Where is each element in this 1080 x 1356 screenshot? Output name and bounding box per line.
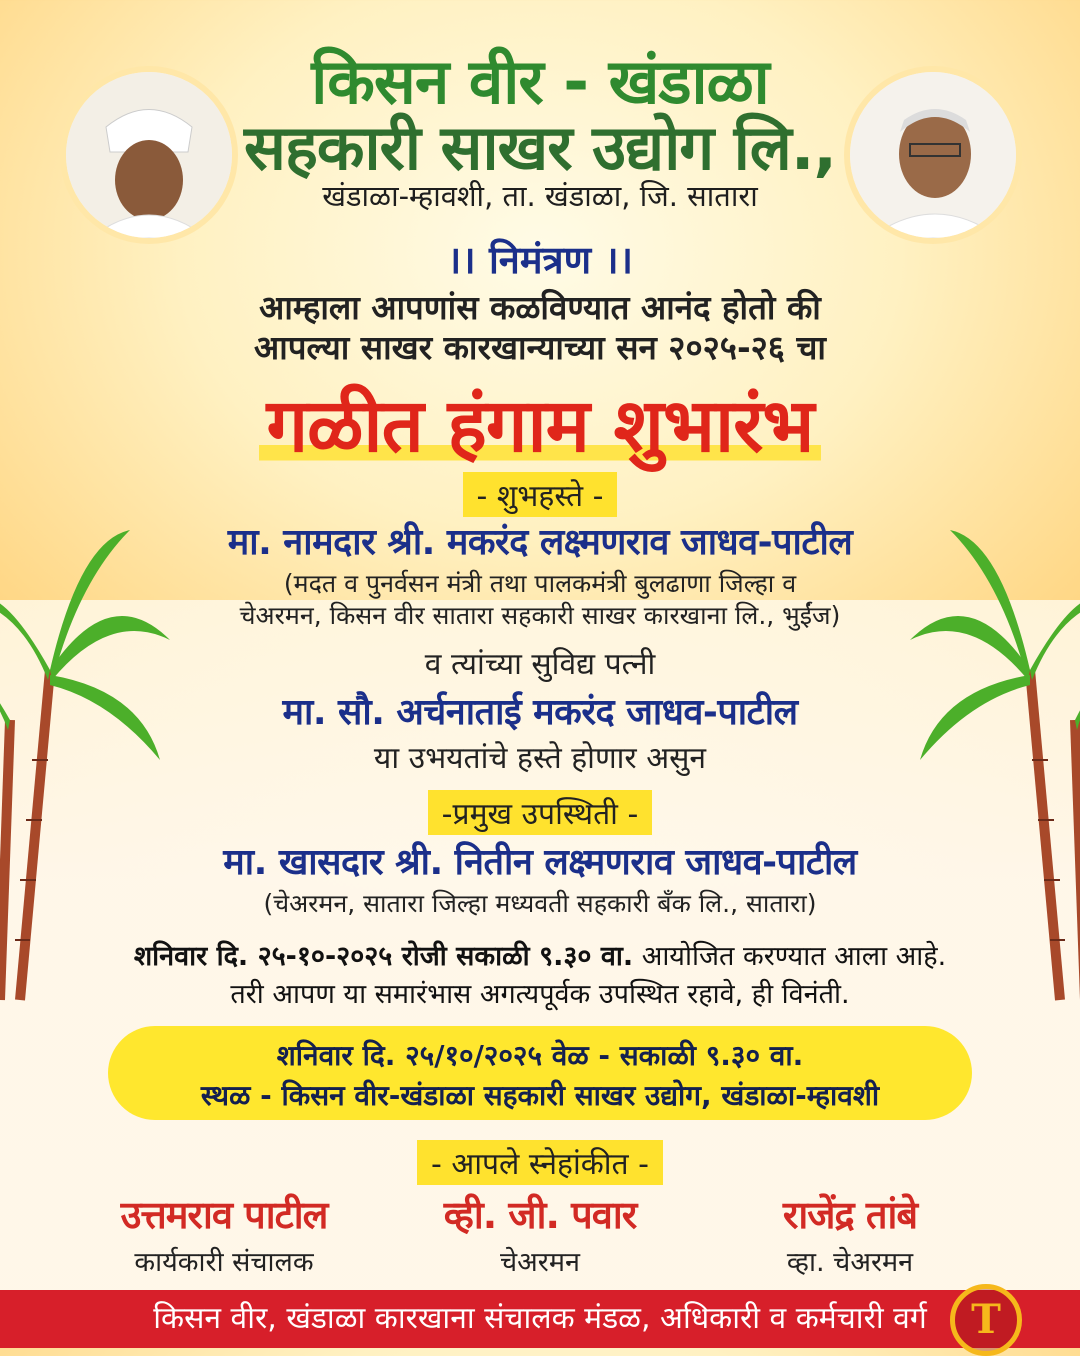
spouse-name: मा. सौ. अर्चनाताई मकरंद जाधव-पाटील [282, 692, 798, 733]
closing-text: या उभयतांचे हस्ते होणार असुन [373, 741, 707, 776]
chief-guest-name: मा. नामदार श्री. मकरंद लक्ष्मणराव जाधव-पाटील [227, 522, 853, 563]
chief-guest-tag-row [0, 472, 1080, 517]
presence-desc: (चेअरमन, सातारा जिल्हा मध्यवती सहकारी बँक लि., सातारा) [263, 889, 817, 918]
intro-line-1: आम्हाला आपणांस कळविण्यात आनंद होतो की [259, 288, 821, 327]
signatory-2 [370, 1188, 710, 1279]
footer-text: किसन वीर, खंडाळा कारखाना संचालक मंडळ, अधिकारी व कर्मचारी वर्ग [153, 1301, 927, 1336]
highlight-line-2: स्थळ - किसन वीर-खंडाळा सहकारी साखर उद्योग, खंडाळा-म्हावशी [200, 1079, 880, 1112]
chief-guest-tag: - शुभहस्ते - [463, 472, 618, 517]
channel-logo-icon: T [950, 1284, 1022, 1356]
presence-tag: -प्रमुख उपस्थिती - [428, 790, 653, 835]
request-line: तरी आपण या समारंभास अगत्यपूर्वक उपस्थित रहावे, ही विनंती. [230, 979, 850, 1010]
chief-guest-desc-2: चेअरमन, किसन वीर सातारा सहकारी साखर कारखाना लि., भुईंज) [239, 601, 841, 630]
event-title [0, 372, 1080, 473]
signatory-name: व्ही. जी. पवार [443, 1193, 637, 1237]
signatories-tag: - आपले स्नेहांकीत - [417, 1140, 663, 1185]
signatory-1 [54, 1188, 394, 1279]
schedule-line [0, 936, 1080, 973]
signatory-role: कार्यकारी संचालक [134, 1247, 314, 1278]
signatory-name: राजेंद्र तांबे [782, 1193, 918, 1237]
footer-banner [0, 1290, 1080, 1348]
title-line-2: सहकारी साखर उद्योग लि., [244, 111, 836, 184]
connector-text: व त्यांच्या सुविद्य पत्नी [424, 647, 656, 682]
invitation-heading: ।। निमंत्रण ।। [446, 238, 634, 282]
schedule-date-rest: आयोजित करण्यात आला आहे. [633, 941, 947, 972]
highlight-line-1: शनिवार दि. २५/१०/२०२५ वेळ - सकाळी ९.३० वा. [276, 1039, 804, 1072]
signatory-role: व्हा. चेअरमन [786, 1247, 914, 1278]
event-title-text: गळीत हंगाम शुभारंभ [259, 383, 822, 469]
presence-name: मा. खासदार श्री. नितीन लक्ष्मणराव जाधव-पाटील [223, 842, 857, 883]
address: खंडाळा-म्हावशी, ता. खंडाळा, जि. सातारा [322, 179, 758, 213]
signatory-name: उत्तमराव पाटील [120, 1193, 328, 1237]
signatory-role: चेअरमन [500, 1247, 580, 1278]
presence-tag-row [0, 790, 1080, 835]
title-line-1: किसन वीर - खंडाळा [311, 45, 769, 118]
schedule-date-bold: शनिवार दि. २५-१०-२०२५ रोजी सकाळी ९.३० वा. [133, 941, 634, 972]
signatories-tag-row [0, 1140, 1080, 1185]
signatory-3 [680, 1188, 1020, 1279]
intro-line-2: आपल्या साखर कारखान्याच्या सन २०२५-२६ चा [254, 328, 826, 367]
chief-guest-desc-1: (मदत व पुनर्वसन मंत्री तथा पालकमंत्री बुलढाणा जिल्हा व [283, 569, 797, 598]
